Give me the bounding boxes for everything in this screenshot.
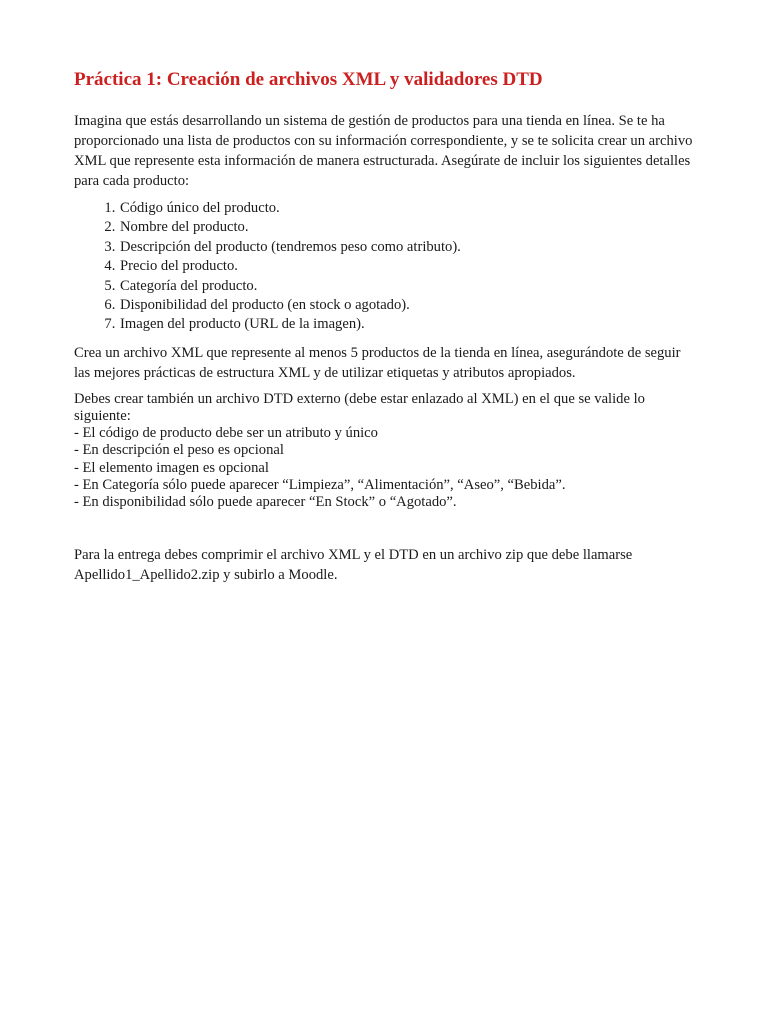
list-item: 3. Descripción del producto (tendremos peso como atributo). [119,238,694,257]
requirement-line: - El código de producto debe ser un atributo y único [74,425,378,442]
product-details-list [74,199,694,335]
requirement-line: - En disponibilidad sólo puede aparecer “En Stock” o “Agotado”. [74,494,457,511]
list-item: 4. Precio del producto. [119,257,694,276]
list-item: 2. Nombre del producto. [119,218,694,237]
dtd-intro-text: Debes crear también un archivo DTD externo (debe estar enlazado al XML) en el que se valide lo siguiente: [74,390,645,425]
delivery-paragraph: Para la entrega debes comprimir el archivo XML y el DTD en un archivo zip que debe llamarse Apellido1_Apellido2.zip y subirlo a Moodle. [74,547,633,584]
document-content [74,66,694,585]
requirement-line: - En Categoría sólo puede aparecer “Limpieza”, “Alimentación”, “Aseo”, “Bebida”. [74,476,566,493]
requirement-line: - En descripción el peso es opcional [74,442,284,459]
document-title: Práctica 1: Creación de archivos XML y validadores DTD [74,69,543,90]
list-item: 1. Código único del producto. [119,199,694,218]
intro-paragraph: Imagina que estás desarrollando un sistema de gestión de productos para una tienda en línea. Se te ha proporcionado una lista de productos con su información correspondiente, y se te solicita crear un archivo XML que represente esta información de manera estructurada. Asegúrate de incluir los siguientes detalles para cada producto: [74,113,693,189]
dtd-requirements-block [74,391,694,511]
list-item: 7. Imagen del producto (URL de la imagen). [119,315,694,334]
xml-instructions-paragraph: Crea un archivo XML que represente al menos 5 productos de la tienda en línea, asegurándote de seguir las mejores prácticas de estructura XML y de utilizar etiquetas y atributos apropiados. [74,344,681,381]
list-item: 6. Disponibilidad del producto (en stock o agotado). [119,296,694,315]
requirement-line: - El elemento imagen es opcional [74,459,269,476]
list-item: 5. Categoría del producto. [119,277,694,296]
